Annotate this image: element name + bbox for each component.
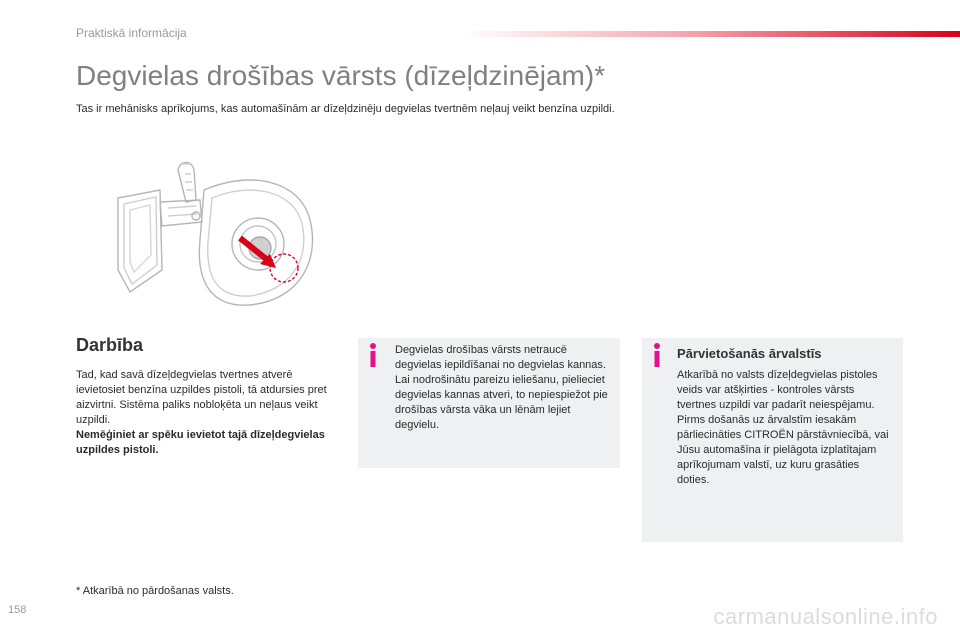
- operation-text: Tad, kad savā dīzeļdegvielas tvertnes atverē ievietosiet benzīna uzpildes pistoli, tā atdursies pret aizvirtni. Sistēma paliks nobloķēta un neļaus veikt uzpildi.: [76, 369, 327, 426]
- page-number: 158: [8, 604, 27, 616]
- info-box-2-title: Pārvietošanās ārvalstīs: [677, 346, 822, 361]
- header-accent-bar: [460, 31, 960, 37]
- info-box-1-line: Lai nodrošinātu pareizu ieliešanu, pielieciet degvielas kannas atveri, to nepiespiežot pie drošības vārsta vāka un lēnām lejiet degvielu.: [395, 374, 608, 431]
- info-box-2-line: Pirms došanās uz ārvalstīm iesakām pārliecināties CITROËN pārstāvniecībā, vai Jūsu automašīna ir pielāgota izplatītajam aprīkojumam valstī, uz kuru grasāties doties.: [677, 414, 889, 486]
- info-box-2-line: Atkarībā no valsts dīzeļdegvielas pistoles veids var atšķirties - kontroles vārsts tvertnes uzpildi var padarīt neiespējamu.: [677, 369, 878, 411]
- info-box-1-line: Degvielas drošības vārsts netraucē degvielas iepildīšanai no degvielas kannas.: [395, 344, 606, 371]
- info-icon: [366, 342, 380, 368]
- info-box-1-text: [395, 343, 610, 433]
- intro-text: Tas ir mehānisks aprīkojums, kas automašīnām ar dīzeļdzinēju degvielas tvertnēm neļauj veikt benzīna uzpildi.: [76, 103, 615, 115]
- info-box-abroad: [642, 338, 903, 542]
- fuel-filler-cap-illustration: [100, 150, 340, 320]
- operation-body: [76, 368, 331, 458]
- operation-title: Darbība: [76, 335, 144, 355]
- info-box-fuel-can: [358, 338, 620, 468]
- footnote: * Atkarībā no pārdošanas valsts.: [76, 585, 234, 597]
- info-icon: [650, 342, 664, 368]
- section-header: Praktiskā informācija: [76, 26, 187, 40]
- info-box-2-text: [677, 368, 892, 488]
- watermark: carmanualsonline.info: [713, 604, 938, 629]
- page-title: Degvielas drošības vārsts (dīzeļdzinējam)*: [76, 60, 606, 91]
- operation-warning: Nemēģiniet ar spēku ievietot tajā dīzeļdegvielas uzpildes pistoli.: [76, 429, 325, 456]
